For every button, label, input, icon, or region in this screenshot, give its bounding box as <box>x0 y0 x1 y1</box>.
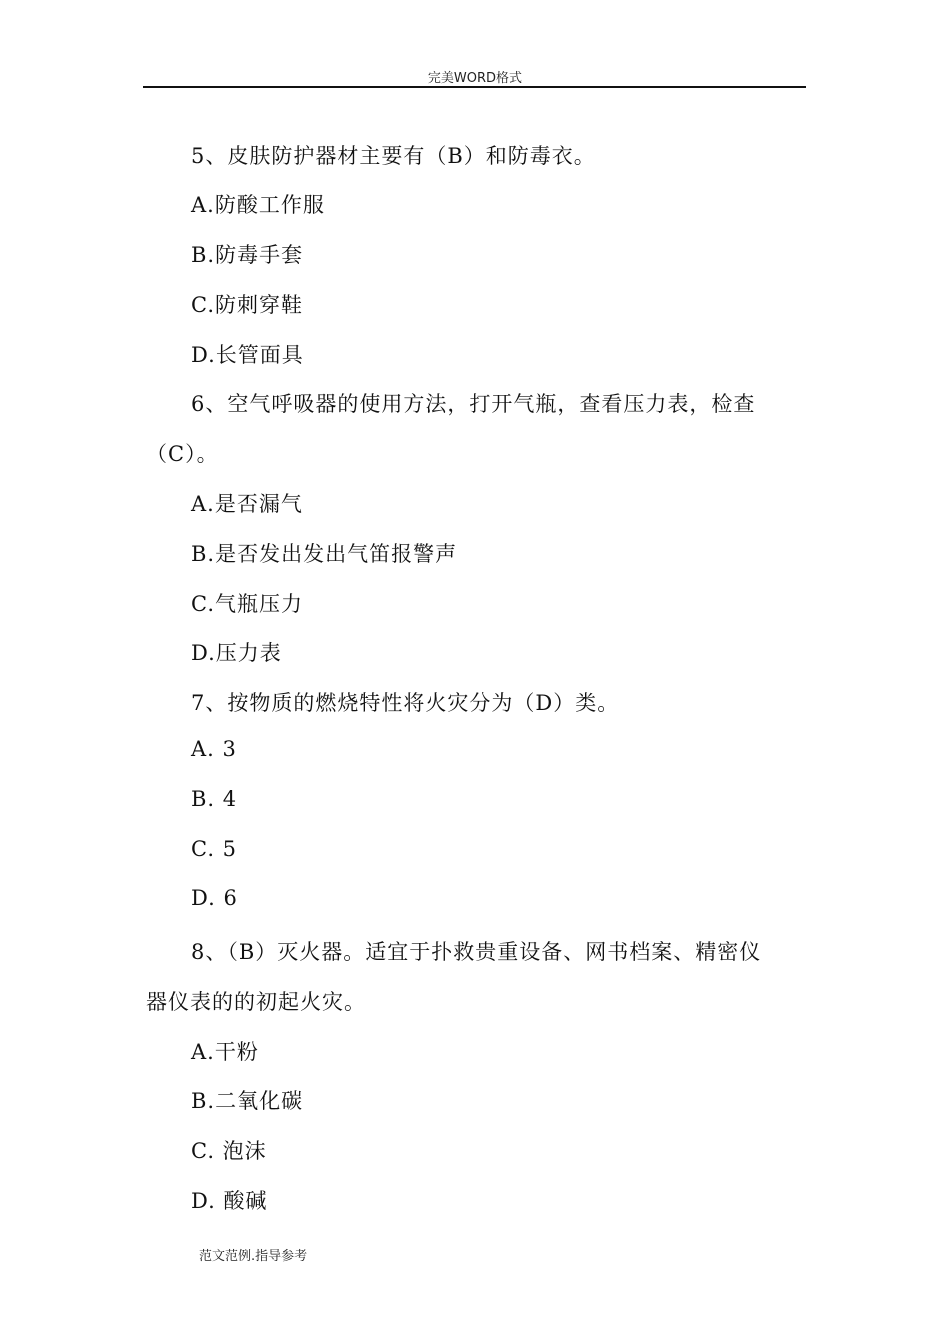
question-5-option-c: C.防刺穿鞋 <box>191 293 303 317</box>
question-5-stem: 5、皮肤防护器材主要有（B）和防毒衣。 <box>191 144 596 168</box>
header-divider <box>143 86 806 88</box>
question-6-option-c: C.气瓶压力 <box>191 592 303 616</box>
question-7-option-a: A. 3 <box>191 737 237 761</box>
question-5-option-b: B.防毒手套 <box>191 243 304 267</box>
question-8-option-c: C. 泡沫 <box>191 1139 267 1163</box>
question-6-option-d: D.压力表 <box>191 641 282 665</box>
question-7-stem: 7、按物质的燃烧特性将火灾分为（D）类。 <box>191 691 620 715</box>
question-6-option-a: A.是否漏气 <box>191 492 303 516</box>
question-7-option-c: C. 5 <box>191 837 238 861</box>
question-7-option-d: D. 6 <box>191 886 238 910</box>
question-8-option-a: A.干粉 <box>191 1040 259 1064</box>
question-5-option-a: A.防酸工作服 <box>191 193 325 217</box>
page-footer-text: 范文范例.指导参考 <box>199 1249 308 1264</box>
question-8-option-b: B.二氧化碳 <box>191 1089 304 1113</box>
question-5-option-d: D.长管面具 <box>191 343 304 367</box>
question-8-option-d: D. 酸碱 <box>191 1189 268 1213</box>
question-6-stem-line1: 6、空气呼吸器的使用方法，打开气瓶，查看压力表，检查 <box>191 392 756 416</box>
question-8-stem-line2: 器仪表的的初起火灾。 <box>146 990 366 1014</box>
question-6-option-b: B.是否发出发出气笛报警声 <box>191 542 458 566</box>
question-7-option-b: B. 4 <box>191 787 238 811</box>
question-6-stem-line2: （C）。 <box>146 442 219 466</box>
question-8-stem-line1: 8、（B）灭火器。适宜于扑救贵重设备、网书档案、精密仪 <box>191 940 762 964</box>
page-header-title: 完美WORD格式 <box>427 71 523 86</box>
